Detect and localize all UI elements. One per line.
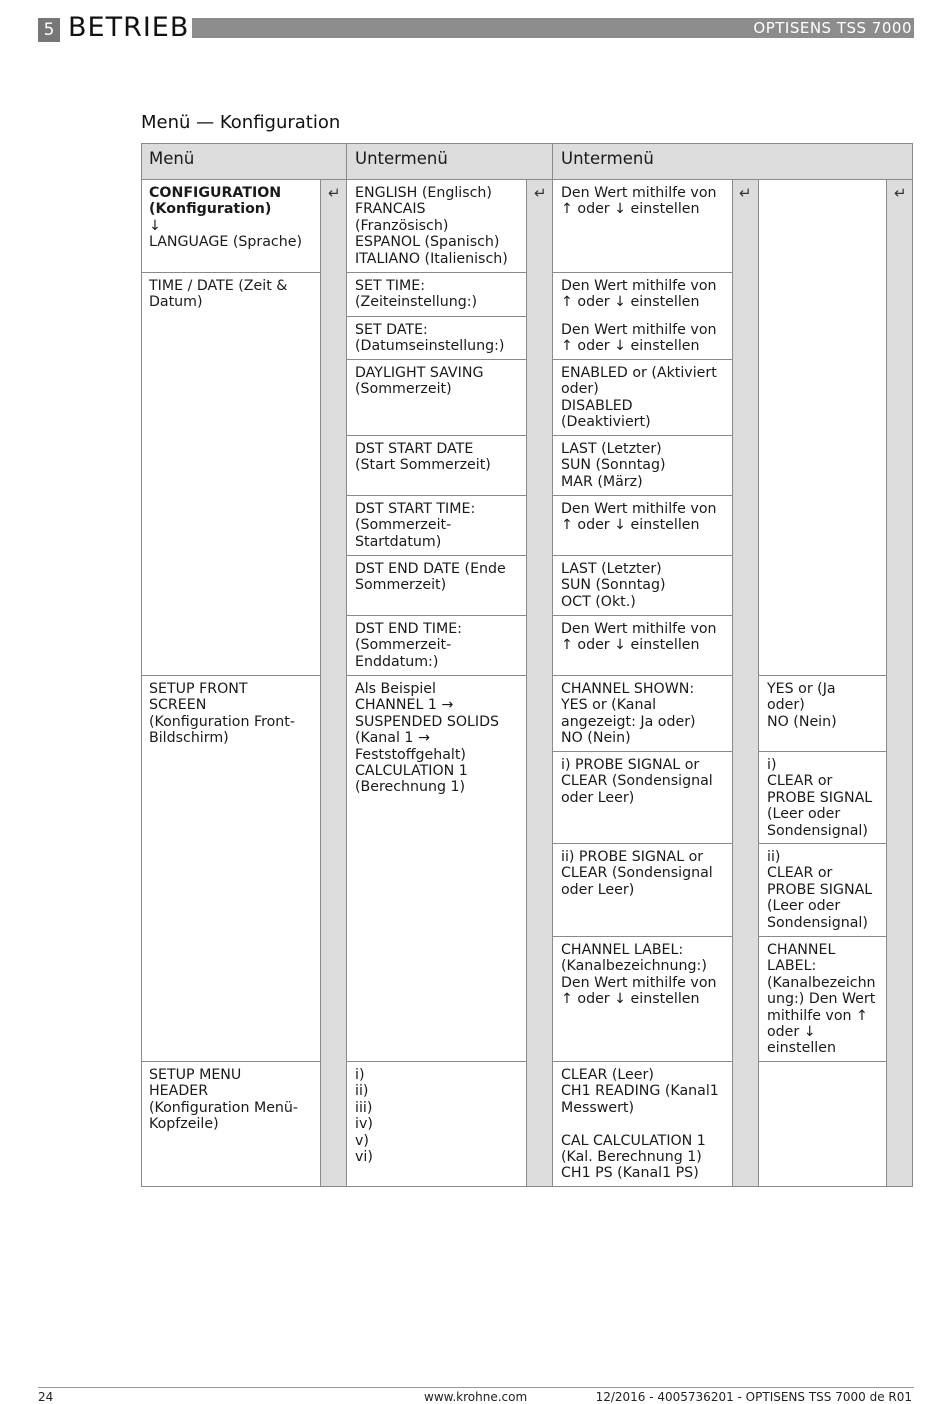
option-clear-i: i) CLEAR or PROBE SIGNAL (Leer oder Sondensignal) — [767, 757, 873, 839]
header-submenu-2: Untermenü — [561, 149, 654, 168]
menu-setup-front-screen: SETUP FRONT SCREEN (Konfiguration Front- Bildschirm) — [149, 681, 295, 747]
footer-rule — [38, 1387, 914, 1388]
header-menu: Menü — [149, 149, 195, 168]
submenu-dst-end-date: DST END DATE (Ende Sommerzeit) — [355, 561, 506, 594]
value-channel-shown: CHANNEL SHOWN: YES or (Kanal angezeigt: Ja oder) NO (Nein) — [561, 681, 696, 747]
row-divider — [758, 1061, 887, 1062]
value-channel-label: CHANNEL LABEL: (Kanalbezeichnung:) Den Wert mithilfe von ↑ oder ↓ einstellen — [561, 942, 717, 1008]
submenu-set-time: SET TIME: (Zeiteinstellung:) — [355, 278, 478, 311]
section-number: 5 — [38, 18, 60, 42]
table-border-bottom — [141, 1186, 913, 1187]
menu-language: ↓ LANGUAGE (Sprache) — [149, 218, 302, 251]
value-set-date: Den Wert mithilfe von ↑ oder ↓ einstellen — [561, 322, 717, 355]
arrow-column-1 — [320, 143, 347, 1187]
return-arrow-icon: ↵ — [328, 184, 341, 202]
table-border-right — [912, 143, 913, 1187]
submenu-dst-start-time: DST START TIME: (Sommerzeit- Startdatum) — [355, 501, 476, 550]
submenu-dst-end-time: DST END TIME: (Sommerzeit- Enddatum:) — [355, 621, 462, 670]
submenu-set-date: SET DATE: (Datumseinstellung:) — [355, 322, 505, 355]
arrow-column-4 — [886, 143, 913, 1187]
arrow-column-2 — [526, 143, 553, 1187]
option-channel-label: CHANNEL LABEL: (Kanalbezeichn ung:) Den Wert mithilfe von ↑ oder ↓ einstellen — [767, 942, 876, 1057]
value-set-time: Den Wert mithilfe von ↑ oder ↓ einstellen — [561, 278, 717, 311]
menu-time-date: TIME / DATE (Zeit & Datum) — [149, 278, 288, 311]
value-probe-signal-i: i) PROBE SIGNAL or CLEAR (Sondensignal oder Leer) — [561, 757, 713, 806]
product-name: OPTISENS TSS 7000 — [753, 19, 912, 37]
submenu-daylight-saving: DAYLIGHT SAVING (Sommerzeit) — [355, 365, 484, 398]
arrow-column-3 — [732, 143, 758, 1187]
submenu-dst-start-date: DST START DATE (Start Sommerzeit) — [355, 441, 491, 474]
menu-table — [141, 143, 913, 1187]
submenu-example: Als Beispiel CHANNEL 1 → SUSPENDED SOLIDS (Kanal 1 → Feststoffgehalt) CALCULATION 1 (Berechnung 1) — [355, 681, 500, 796]
return-arrow-icon: ↵ — [534, 184, 547, 202]
table-border-top — [141, 143, 913, 144]
value-probe-signal-ii: ii) PROBE SIGNAL or CLEAR (Sondensignal oder Leer) — [561, 849, 713, 898]
option-clear-ii: ii) CLEAR or PROBE SIGNAL (Leer oder Sondensignal) — [767, 849, 873, 931]
value-dst-end-time: Den Wert mithilfe von ↑ oder ↓ einstellen — [561, 621, 717, 654]
return-arrow-icon: ↵ — [739, 184, 752, 202]
submenu-header-items: i) ii) iii) iv) v) vi) — [355, 1067, 373, 1166]
footer-url: www.krohne.com — [424, 1390, 528, 1404]
menu-configuration: CONFIGURATION (Konfiguration) — [149, 185, 282, 218]
option-yes-no: YES or (Ja oder) NO (Nein) — [767, 681, 837, 730]
value-dst-start-date: LAST (Letzter) SUN (Sonntag) MAR (März) — [561, 441, 666, 490]
value-set-language: Den Wert mithilfe von ↑ oder ↓ einstellen — [561, 185, 717, 218]
section-heading: BETRIEB — [68, 12, 190, 43]
return-arrow-icon: ↵ — [894, 184, 907, 202]
value-dst-start-time: Den Wert mithilfe von ↑ oder ↓ einstellen — [561, 501, 717, 534]
header-submenu-1: Untermenü — [355, 149, 448, 168]
page-number: 24 — [38, 1390, 54, 1404]
submenu-languages: ENGLISH (Englisch) FRANCAIS (Französisch) ESPANOL (Spanisch) ITALIANO (Italienisch) — [355, 185, 508, 267]
footer-doc-id: 12/2016 - 4005736201 - OPTISENS TSS 7000 de R01 — [595, 1390, 912, 1404]
value-dst-end-date: LAST (Letzter) SUN (Sonntag) OCT (Okt.) — [561, 561, 666, 610]
menu-setup-menu-header: SETUP MENU HEADER (Konfiguration Menü- Kopfzeile) — [149, 1067, 299, 1133]
page-title: Menü — Konfiguration — [141, 112, 341, 133]
value-header-options: CLEAR (Leer) CH1 READING (Kanal1 Messwert) CAL CALCULATION 1 (Kal. Berechnung 1) CH1 PS (Kanal1 PS) — [561, 1067, 719, 1182]
value-daylight-saving: ENABLED or (Aktiviert oder) DISABLED (Deaktiviert) — [561, 365, 717, 431]
